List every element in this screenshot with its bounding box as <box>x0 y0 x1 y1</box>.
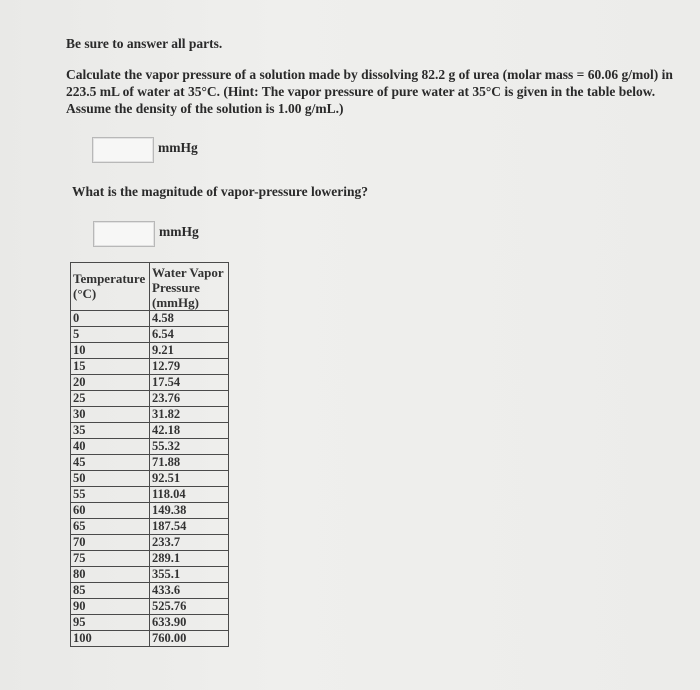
temperature-cell: 100 <box>71 631 150 647</box>
table-row <box>71 359 229 375</box>
vapor-pressure-cell: 4.58 <box>150 311 229 327</box>
table-row <box>71 407 229 423</box>
temperature-cell: 45 <box>71 455 150 471</box>
vapor-pressure-cell: 118.04 <box>150 487 229 503</box>
vapor-pressure-cell: 289.1 <box>150 551 229 567</box>
temperature-cell: 65 <box>71 519 150 535</box>
table-row <box>71 391 229 407</box>
temperature-cell: 80 <box>71 567 150 583</box>
vapor-pressure-lowering-input[interactable] <box>93 221 155 247</box>
temperature-cell: 15 <box>71 359 150 375</box>
table-row <box>71 519 229 535</box>
instructions: Be sure to answer all parts. <box>66 36 223 51</box>
vapor-pressure-cell: 9.21 <box>150 343 229 359</box>
temperature-cell: 95 <box>71 615 150 631</box>
table-row <box>71 535 229 551</box>
question-2-text: What is the magnitude of vapor-pressure lowering? <box>72 184 368 199</box>
vapor-pressure-cell: 23.76 <box>150 391 229 407</box>
temperature-cell: 10 <box>71 343 150 359</box>
table-row <box>71 599 229 615</box>
table-row <box>71 439 229 455</box>
unit-label: mmHg <box>158 140 198 155</box>
temperature-cell: 0 <box>71 311 150 327</box>
temperature-cell: 20 <box>71 375 150 391</box>
answer-row-1 <box>92 137 198 163</box>
temperature-cell: 40 <box>71 439 150 455</box>
vapor-pressure-cell: 149.38 <box>150 503 229 519</box>
vapor-pressure-cell: 17.54 <box>150 375 229 391</box>
temperature-cell: 25 <box>71 391 150 407</box>
table-row <box>71 503 229 519</box>
temperature-cell: 50 <box>71 471 150 487</box>
vapor-pressure-cell: 187.54 <box>150 519 229 535</box>
vapor-pressure-input[interactable] <box>92 137 154 163</box>
table-body <box>71 311 229 647</box>
header-water-vapor-pressure: Water Vapor Pressure (mmHg) <box>150 263 229 311</box>
table-row <box>71 487 229 503</box>
table-row <box>71 583 229 599</box>
unit-label: mmHg <box>159 224 199 239</box>
vapor-pressure-cell: 42.18 <box>150 423 229 439</box>
table-row <box>71 551 229 567</box>
vapor-pressure-cell: 433.6 <box>150 583 229 599</box>
temperature-cell: 55 <box>71 487 150 503</box>
vapor-pressure-cell: 71.88 <box>150 455 229 471</box>
table-row <box>71 615 229 631</box>
table-row <box>71 455 229 471</box>
table-row <box>71 423 229 439</box>
header-temperature: Temperature (°C) <box>71 263 150 311</box>
vapor-pressure-cell: 760.00 <box>150 631 229 647</box>
table-row <box>71 375 229 391</box>
table-row <box>71 311 229 327</box>
table-row <box>71 567 229 583</box>
temperature-cell: 85 <box>71 583 150 599</box>
table-row <box>71 631 229 647</box>
question-text: Calculate the vapor pressure of a solution made by dissolving 82.2 g of urea (molar mass = 60.06 g/mol) in 223.5 mL of water at 35°C. (Hint: The vapor pressure of pure water at 35°C is given in the table below. Assume the density of the solution is 1.00 g/mL.) <box>66 67 673 116</box>
table-row <box>71 343 229 359</box>
vapor-pressure-cell: 92.51 <box>150 471 229 487</box>
vapor-pressure-table <box>70 262 229 647</box>
vapor-pressure-cell: 12.79 <box>150 359 229 375</box>
vapor-pressure-cell: 233.7 <box>150 535 229 551</box>
table-row <box>71 327 229 343</box>
vapor-pressure-cell: 6.54 <box>150 327 229 343</box>
temperature-cell: 35 <box>71 423 150 439</box>
temperature-cell: 90 <box>71 599 150 615</box>
answer-row-2 <box>93 221 199 247</box>
temperature-cell: 60 <box>71 503 150 519</box>
temperature-cell: 70 <box>71 535 150 551</box>
table-row <box>71 471 229 487</box>
temperature-cell: 75 <box>71 551 150 567</box>
vapor-pressure-cell: 633.90 <box>150 615 229 631</box>
vapor-pressure-cell: 31.82 <box>150 407 229 423</box>
temperature-cell: 5 <box>71 327 150 343</box>
vapor-pressure-cell: 55.32 <box>150 439 229 455</box>
vapor-pressure-cell: 525.76 <box>150 599 229 615</box>
vapor-pressure-cell: 355.1 <box>150 567 229 583</box>
table-header-row <box>71 263 229 311</box>
temperature-cell: 30 <box>71 407 150 423</box>
